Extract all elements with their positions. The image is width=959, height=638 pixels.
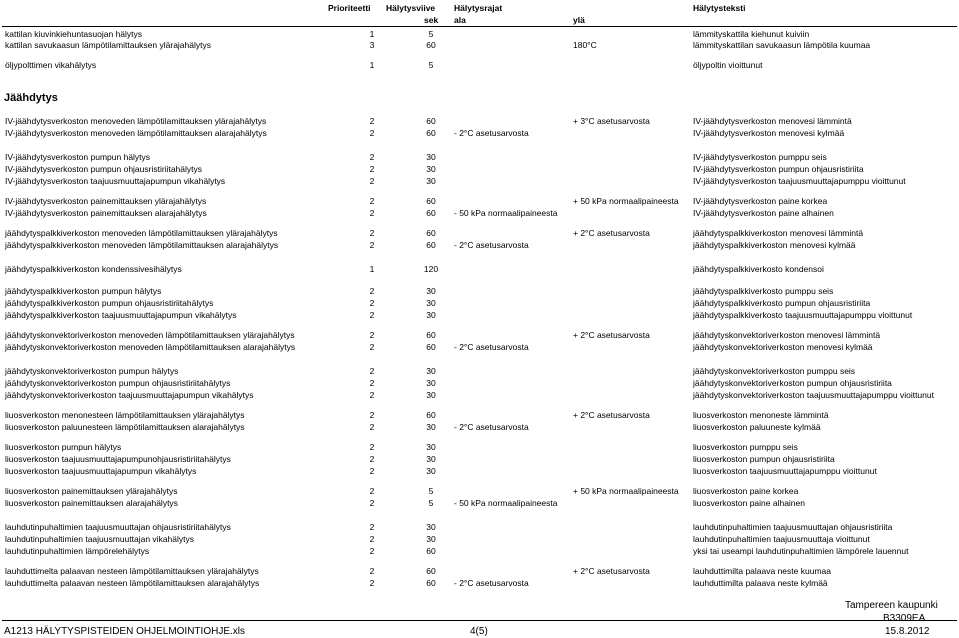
cell-prio: 2 bbox=[369, 410, 375, 420]
cell-text: liuosverkoston paine korkea bbox=[693, 486, 799, 496]
cell-text: lauhdutinpuhaltimien taajuusmuuttajan ohjausristiriita bbox=[693, 522, 893, 532]
cell-delay: 60 bbox=[426, 116, 436, 126]
cell-low: - 2°C asetusarvosta bbox=[454, 240, 529, 250]
cell-name: liuosverkoston paluunesteen lämpötilamittauksen alarajahälytys bbox=[5, 422, 245, 432]
cell-name: öljypolttimen vikahälytys bbox=[5, 60, 97, 70]
cell-text: liuosverkoston paine alhainen bbox=[693, 498, 805, 508]
cell-name: jäähdytyskonvektoriverkoston menoveden lämpötilamittauksen ylärajahälytys bbox=[5, 330, 295, 340]
cell-prio: 2 bbox=[369, 286, 375, 296]
cell-prio: 2 bbox=[369, 228, 375, 238]
cell-name: liuosverkoston menonesteen lämpötilamittauksen ylärajahälytys bbox=[5, 410, 245, 420]
table-row bbox=[0, 410, 959, 421]
cell-prio: 2 bbox=[369, 566, 375, 576]
cell-text: jäähdytyspalkkiverkosto kondensoi bbox=[693, 264, 824, 274]
cell-name: jäähdytyskonvektoriverkoston taajuusmuuttajapumpun vikahälytys bbox=[5, 390, 254, 400]
cell-prio: 2 bbox=[369, 390, 375, 400]
table-row bbox=[0, 128, 959, 139]
cell-name: lauhdutinpuhaltimien lämpörelehälytys bbox=[5, 546, 150, 556]
cell-text: öljypoltin vioittunut bbox=[693, 60, 763, 70]
cell-text: IV-jäähdytysverkoston taajuusmuuttajapumppu vioittunut bbox=[693, 176, 906, 186]
cell-text: IV-jäähdytysverkoston menovesi lämmintä bbox=[693, 116, 852, 126]
cell-text: liuosverkoston pumpun ohjausristiriita bbox=[693, 454, 835, 464]
table-row bbox=[0, 546, 959, 557]
table-row bbox=[0, 454, 959, 465]
cell-name: IV-jäähdytysverkoston menoveden lämpötilamittauksen ylärajahälytys bbox=[5, 116, 267, 126]
cell-text: jäähdytyskonvektoriverkoston menovesi lämmintä bbox=[693, 330, 881, 340]
cell-delay: 30 bbox=[426, 422, 436, 432]
table-row bbox=[0, 298, 959, 309]
cell-name: kattilan kiuvinkiehuntasuojan hälytys bbox=[5, 29, 143, 39]
cell-low: - 50 kPa normaalipaineesta bbox=[454, 208, 558, 218]
cell-prio: 2 bbox=[369, 466, 375, 476]
cell-delay: 60 bbox=[426, 566, 436, 576]
cell-delay: 5 bbox=[428, 486, 434, 496]
table-row bbox=[0, 152, 959, 163]
table-row bbox=[0, 116, 959, 127]
cell-text: jäähdytyskonvektoriverkoston taajuusmuuttajapumppu vioittunut bbox=[693, 390, 934, 400]
cell-delay: 60 bbox=[426, 410, 436, 420]
cell-delay: 30 bbox=[426, 164, 436, 174]
table-row bbox=[0, 310, 959, 321]
footer-page: 4(5) bbox=[470, 626, 488, 637]
cell-text: jäähdytyskonvektoriverkoston pumppu seis bbox=[693, 366, 856, 376]
cell-delay: 30 bbox=[426, 522, 436, 532]
cell-prio: 2 bbox=[369, 208, 375, 218]
cell-high: + 2°C asetusarvosta bbox=[573, 228, 650, 238]
cell-delay: 30 bbox=[426, 286, 436, 296]
cell-high: 180°C bbox=[573, 40, 597, 50]
cell-prio: 1 bbox=[369, 60, 375, 70]
cell-text: lämmityskattila kiehunut kuiviin bbox=[693, 29, 810, 39]
cell-prio: 2 bbox=[369, 310, 375, 320]
cell-text: IV-jäähdytysverkoston paine korkea bbox=[693, 196, 828, 206]
cell-delay: 5 bbox=[428, 60, 434, 70]
footer-date: 15.8.2012 bbox=[885, 626, 930, 637]
cell-prio: 3 bbox=[369, 40, 375, 50]
table-row bbox=[0, 390, 959, 401]
cell-delay: 30 bbox=[426, 454, 436, 464]
cell-prio: 2 bbox=[369, 578, 375, 588]
cell-name: liuosverkoston painemittauksen ylärajahälytys bbox=[5, 486, 178, 496]
table-row bbox=[0, 228, 959, 239]
cell-delay: 60 bbox=[426, 240, 436, 250]
table-row bbox=[0, 466, 959, 477]
table-row bbox=[0, 164, 959, 175]
header-rajat-ala: ala bbox=[454, 15, 466, 25]
table-row bbox=[0, 60, 959, 71]
cell-prio: 2 bbox=[369, 196, 375, 206]
cell-delay: 30 bbox=[426, 378, 436, 388]
cell-name: lauhdutinpuhaltimien taajuusmuuttajan vikahälytys bbox=[5, 534, 195, 544]
cell-name: jäähdytyspalkkiverkoston menoveden lämpötilamittauksen alarajahälytys bbox=[5, 240, 279, 250]
cell-high: + 50 kPa normaalipaineesta bbox=[573, 486, 679, 496]
table-row bbox=[0, 208, 959, 219]
cell-prio: 2 bbox=[369, 330, 375, 340]
cell-text: jäähdytyspalkkiverkosto pumpun ohjausristiriita bbox=[693, 298, 871, 308]
cell-name: jäähdytyspalkkiverkoston taajuusmuuttajapumpun vikahälytys bbox=[5, 310, 237, 320]
cell-name: IV-jäähdytysverkoston painemittauksen alarajahälytys bbox=[5, 208, 207, 218]
cell-delay: 60 bbox=[426, 546, 436, 556]
cell-delay: 60 bbox=[426, 40, 436, 50]
cell-delay: 30 bbox=[426, 176, 436, 186]
cell-name: IV-jäähdytysverkoston painemittauksen ylärajahälytys bbox=[5, 196, 207, 206]
cell-name: jäähdytyskonvektoriverkoston pumpun ohjausristiriitahälytys bbox=[5, 378, 231, 388]
table-row bbox=[0, 286, 959, 297]
cell-name: IV-jäähdytysverkoston menoveden lämpötilamittauksen alarajahälytys bbox=[5, 128, 267, 138]
cell-prio: 2 bbox=[369, 342, 375, 352]
cell-name: IV-jäähdytysverkoston pumpun ohjausristiriitahälytys bbox=[5, 164, 203, 174]
cell-text: jäähdytyspalkkiverkosto taajuusmuuttajapumppu vioittunut bbox=[693, 310, 913, 320]
cell-delay: 60 bbox=[426, 330, 436, 340]
cell-name: lauhduttimelta palaavan nesteen lämpötilamittauksen alarajahälytys bbox=[5, 578, 260, 588]
table-row bbox=[0, 240, 959, 251]
cell-text: IV-jäähdytysverkoston pumppu seis bbox=[693, 152, 827, 162]
header-rajat-yla: ylä bbox=[573, 15, 585, 25]
cell-delay: 120 bbox=[423, 264, 439, 274]
table-row bbox=[0, 422, 959, 433]
table-row bbox=[0, 534, 959, 545]
cell-text: liuosverkoston taajuusmuuttajapumppu vioittunut bbox=[693, 466, 877, 476]
cell-prio: 2 bbox=[369, 152, 375, 162]
footer-divider bbox=[2, 620, 957, 621]
table-row bbox=[0, 330, 959, 341]
cell-delay: 60 bbox=[426, 196, 436, 206]
cell-text: liuosverkoston paluuneste kylmää bbox=[693, 422, 821, 432]
table-row bbox=[0, 378, 959, 389]
cell-text: jäähdytyskonvektoriverkoston menovesi kylmää bbox=[693, 342, 873, 352]
cell-text: lauhduttimilta palaava neste kuumaa bbox=[693, 566, 831, 576]
cell-name: jäähdytyspalkkiverkoston pumpun ohjausristiriitahälytys bbox=[5, 298, 214, 308]
header-viive-unit: sek bbox=[424, 15, 439, 25]
cell-prio: 2 bbox=[369, 128, 375, 138]
cell-prio: 2 bbox=[369, 454, 375, 464]
cell-prio: 2 bbox=[369, 176, 375, 186]
cell-prio: 2 bbox=[369, 366, 375, 376]
cell-text: jäähdytyspalkkiverkoston menovesi lämmintä bbox=[693, 228, 864, 238]
cell-prio: 2 bbox=[369, 116, 375, 126]
cell-high: + 50 kPa normaalipaineesta bbox=[573, 196, 679, 206]
cell-text: IV-jäähdytysverkoston paine alhainen bbox=[693, 208, 834, 218]
cell-delay: 30 bbox=[426, 390, 436, 400]
cell-prio: 2 bbox=[369, 378, 375, 388]
cell-prio: 2 bbox=[369, 240, 375, 250]
table-row bbox=[0, 566, 959, 577]
table-row bbox=[0, 486, 959, 497]
cell-delay: 30 bbox=[426, 442, 436, 452]
cell-delay: 60 bbox=[426, 228, 436, 238]
footer-org: Tampereen kaupunki bbox=[845, 600, 938, 611]
table-row bbox=[0, 264, 959, 275]
table-row bbox=[0, 176, 959, 187]
cell-text: yksi tai useampi lauhdutinpuhaltimien lämpörele lauennut bbox=[693, 546, 909, 556]
table-row bbox=[0, 342, 959, 353]
header-teksti: Hälytysteksti bbox=[693, 3, 746, 13]
table-row bbox=[0, 522, 959, 533]
cell-high: + 2°C asetusarvosta bbox=[573, 330, 650, 340]
cell-name: jäähdytyspalkkiverkoston pumpun hälytys bbox=[5, 286, 162, 296]
header-prioriteetti: Prioriteetti bbox=[328, 3, 371, 13]
cell-name: jäähdytyskonvektoriverkoston menoveden lämpötilamittauksen alarajahälytys bbox=[5, 342, 296, 352]
cell-prio: 2 bbox=[369, 422, 375, 432]
cell-delay: 5 bbox=[428, 29, 434, 39]
footer-file: A1213 HÄLYTYSPISTEIDEN OHJELMOINTIOHJE.xls bbox=[4, 626, 245, 637]
table-row bbox=[0, 578, 959, 589]
cell-delay: 60 bbox=[426, 128, 436, 138]
cell-name: jäähdytyspalkkiverkoston kondenssivesihälytys bbox=[5, 264, 182, 274]
cell-name: liuosverkoston painemittauksen alarajahälytys bbox=[5, 498, 178, 508]
cell-text: lauhduttimilta palaava neste kylmää bbox=[693, 578, 828, 588]
cell-high: + 2°C asetusarvosta bbox=[573, 566, 650, 576]
cell-text: lauhdutinpuhaltimien taajuusmuuttaja vioittunut bbox=[693, 534, 870, 544]
cell-prio: 2 bbox=[369, 298, 375, 308]
cell-delay: 30 bbox=[426, 366, 436, 376]
cell-delay: 30 bbox=[426, 534, 436, 544]
cell-text: liuosverkoston menoneste lämmintä bbox=[693, 410, 829, 420]
cell-low: - 2°C asetusarvosta bbox=[454, 342, 529, 352]
cell-name: IV-jäähdytysverkoston pumpun hälytys bbox=[5, 152, 151, 162]
cell-text: liuosverkoston pumppu seis bbox=[693, 442, 798, 452]
cell-prio: 1 bbox=[369, 29, 375, 39]
table-row bbox=[0, 498, 959, 509]
header-divider bbox=[2, 26, 957, 27]
cell-text: IV-jäähdytysverkoston pumpun ohjausristiriita bbox=[693, 164, 864, 174]
cell-name: liuosverkoston taajuusmuuttajapumpunohjausristiriitahälytys bbox=[5, 454, 231, 464]
cell-low: - 2°C asetusarvosta bbox=[454, 422, 529, 432]
cell-prio: 2 bbox=[369, 498, 375, 508]
table-row bbox=[0, 40, 959, 51]
cell-delay: 30 bbox=[426, 298, 436, 308]
table-row bbox=[0, 29, 959, 40]
cell-prio: 2 bbox=[369, 522, 375, 532]
footer-code: B3309EA bbox=[883, 613, 926, 624]
cell-name: lauhdutinpuhaltimien taajuusmuuttajan ohjausristiriitahälytys bbox=[5, 522, 231, 532]
cell-delay: 60 bbox=[426, 342, 436, 352]
cell-text: jäähdytyspalkkiverkosto pumppu seis bbox=[693, 286, 834, 296]
cell-name: IV-jäähdytysverkoston taajuusmuuttajapumpun vikahälytys bbox=[5, 176, 226, 186]
cell-prio: 2 bbox=[369, 546, 375, 556]
cell-prio: 2 bbox=[369, 486, 375, 496]
cell-low: - 50 kPa normaalipaineesta bbox=[454, 498, 558, 508]
cell-high: + 3°C asetusarvosta bbox=[573, 116, 650, 126]
table-row bbox=[0, 442, 959, 453]
cell-text: jäähdytyskonvektoriverkoston pumpun ohjausristiriita bbox=[693, 378, 892, 388]
cell-text: lämmityskattilan savukaasun lämpötila kuumaa bbox=[693, 40, 871, 50]
cell-prio: 2 bbox=[369, 164, 375, 174]
cell-low: - 2°C asetusarvosta bbox=[454, 578, 529, 588]
cell-text: jäähdytyspalkkiverkoston menovesi kylmää bbox=[693, 240, 856, 250]
cell-name: jäähdytyspalkkiverkoston menoveden lämpötilamittauksen ylärajahälytys bbox=[5, 228, 278, 238]
cell-name: liuosverkoston taajuusmuuttajapumpun vikahälytys bbox=[5, 466, 197, 476]
cell-prio: 2 bbox=[369, 442, 375, 452]
section-title-jaahdytys: Jäähdytys bbox=[4, 92, 58, 104]
header-rajat: Hälytysrajat bbox=[454, 3, 503, 13]
table-row bbox=[0, 196, 959, 207]
cell-name: liuosverkoston pumpun hälytys bbox=[5, 442, 122, 452]
cell-delay: 60 bbox=[426, 208, 436, 218]
cell-prio: 1 bbox=[369, 264, 375, 274]
table-row bbox=[0, 366, 959, 377]
cell-delay: 30 bbox=[426, 152, 436, 162]
header-viive: Hälytysviive bbox=[386, 3, 436, 13]
cell-name: kattilan savukaasun lämpötilamittauksen ylärajahälytys bbox=[5, 40, 211, 50]
cell-delay: 60 bbox=[426, 578, 436, 588]
cell-name: lauhduttimelta palaavan nesteen lämpötilamittauksen ylärajahälytys bbox=[5, 566, 259, 576]
cell-delay: 30 bbox=[426, 466, 436, 476]
cell-high: + 2°C asetusarvosta bbox=[573, 410, 650, 420]
cell-delay: 30 bbox=[426, 310, 436, 320]
cell-delay: 5 bbox=[428, 498, 434, 508]
cell-name: jäähdytyskonvektoriverkoston pumpun hälytys bbox=[5, 366, 179, 376]
cell-low: - 2°C asetusarvosta bbox=[454, 128, 529, 138]
cell-text: IV-jäähdytysverkoston menovesi kylmää bbox=[693, 128, 845, 138]
cell-prio: 2 bbox=[369, 534, 375, 544]
